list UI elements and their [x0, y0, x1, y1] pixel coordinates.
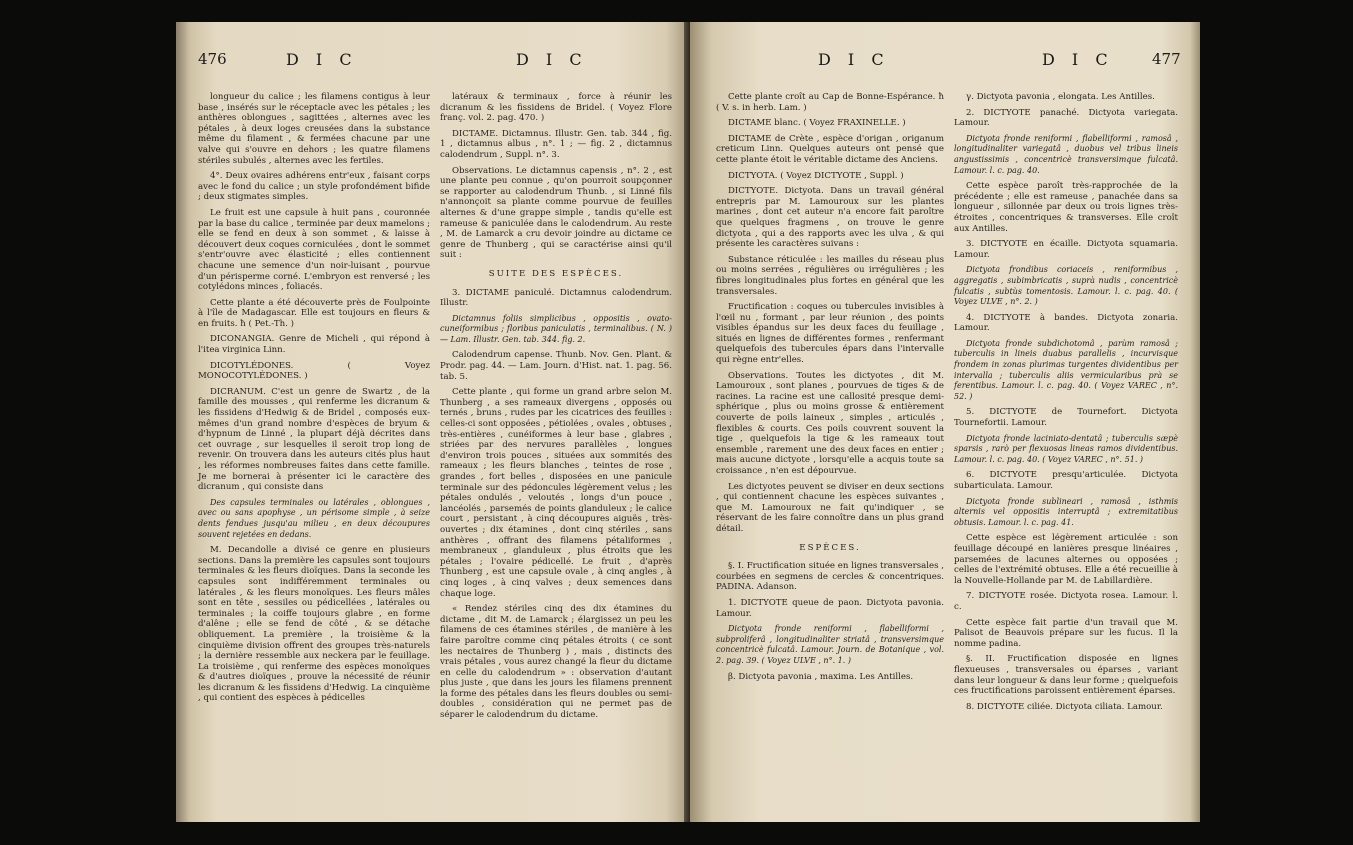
paragraph: DICTAME blanc. ( Voyez FRAXINELLE. )	[728, 118, 906, 129]
paragraph: SUITE DES ESPÈCES.	[488, 268, 624, 279]
paragraph: §. I. Fructification située en lignes transversales , courbées en segmens de cercles & concentriques. PADINA. Adanson.	[716, 561, 944, 593]
paragraph: 5. DICTYOTE de Tournefort. Dictyota Tournefortii. Lamour.	[954, 407, 1178, 429]
left-page-number: 476	[198, 50, 227, 68]
paragraph: DICTYOTA. ( Voyez DICTYOTE , Suppl. )	[728, 170, 904, 181]
paragraph: Dictyota fronde sublineari , ramosâ , isthmis alternis vel oppositis interruptâ ; extremitatibus obtusis. Lamour. l. c. pag. 41.	[954, 496, 1178, 527]
paragraph: DICTAME de Crète , espèce d'origan , origanum creticum Linn. Quelques auteurs ont pensé que cette plante étoit le véritable dictame des Anciens.	[716, 133, 944, 165]
left-page	[176, 22, 690, 822]
paragraph: DICTAME. Dictamnus. Illustr. Gen. tab. 344 , fig. 1 , dictamnus albus , n°. 1 ; — fig. 2 , dictamnus calodendrum , Suppl. n°. 3.	[440, 128, 672, 160]
paragraph: ESPÈCES.	[799, 542, 861, 553]
paragraph: latéraux & terminaux , force à réunir les dicranum & les fissidens de Bridel. ( Voyez Flore franç. vol. 2. pag. 470. )	[440, 92, 672, 124]
paragraph: longueur du calice ; les filamens contigus à leur base , insérés sur le réceptacle avec les pétales ; les anthères oblongues , sagittées , alternes avec les pétales , à deux loges creusées dans la substance même du filament , & fermées chacune par une valve qui s'ouvre en dehors ; les quatre filamens stériles subulés , alternes avec les fertiles.	[198, 92, 430, 166]
paragraph: Les dictyotes peuvent se diviser en deux sections , qui contiennent chacune les espèces suivantes , que M. Lamouroux ne fait qu'indiquer , se réservant de les faire connoître dans un plus grand détail.	[716, 481, 944, 534]
paragraph: DICONANGIA. Genre de Micheli , qui répond à l'itea virginica Linn.	[198, 334, 430, 356]
paragraph: DICRANUM. C'est un genre de Swartz , de la famille des mousses , qui renferme les dicranum & les fissidens d'Hedwig & de Bridel , composés eux-mêmes d'un grand nombre d'espèces de bryum & d'hypnum de Linné , la plupart déjà décrites dans cet ouvrage , sur lesquelles il seroit trop long de revenir. On trouvera dans les auteurs cités plus haut , les réformes nombreuses faites dans cette famille. Je me bornerai à présenter ici le caractère des dicranum , qui consiste dans	[198, 386, 430, 493]
right-header-left: D I C	[818, 50, 890, 69]
paragraph: Cette espèce fait partie d'un travail que M. Palisot de Beauvois prépare sur les fucus. Il la nomme padina.	[954, 617, 1178, 649]
paragraph: §. II. Fructification disposée en lignes flexueuses , transversales ou éparses , variant dans leur longueur & dans leur forme ; quelquefois ces fructifications paroissent entièrement éparses.	[954, 654, 1178, 697]
right-column-1	[716, 92, 944, 687]
right-column-2	[954, 92, 1178, 717]
paragraph: 4°. Deux ovaires adhérens entr'eux , faisant corps avec le fond du calice ; un style profondément bifide ; deux stigmates simples.	[198, 171, 430, 203]
paragraph: Cette plante , qui forme un grand arbre selon M. Thunberg , a ses rameaux divergens , opposés ou ternés , bruns , rudes par les cicatrices des feuilles : celles-ci sont opposées , pétiolées , ovales , obtuses , très-entières , cunéiformes à leur base , glabres , striées par des nervures parallèles , longues d'environ trois pouces , situées aux sommités des rameaux ; les fleurs blanches , teintes de rose , grandes , fort belles , disposées en une panicule terminale sur des pédoncules légèrement velus ; les pétales ondulés , veloutés , longs d'un pouce , lancéolés , parsemés de points glanduleux ; le calice court , persistant , à cinq découpures aiguës , très-ouvertes ; dix étamines , dont cinq stériles , sans anthères , offrant des filamens pétaliformes , membraneux , glanduleux , plus étroits que les pétales ; l'ovaire pédicellé. Le fruit , d'après Thunberg , est une capsule ovale , à cinq angles , à cinq loges , à cinq valves ; deux semences dans chaque loge.	[440, 387, 672, 599]
left-column-2	[440, 92, 672, 726]
paragraph: DICOTYLÉDONES. ( Voyez MONOCOTYLÉDONES. )	[198, 360, 430, 382]
paragraph: γ. Dictyota pavonia , elongata. Les Antilles.	[966, 92, 1155, 102]
paragraph: Dictamnus foliis simplicibus , oppositis , ovato-cuneiformibus ; floribus paniculatis , terminalibus. ( N. ) — Lam. Illustr. Gen. tab. 344. fig. 2.	[440, 313, 672, 344]
paragraph: 3. DICTYOTE en écaille. Dictyota squamaria. Lamour.	[954, 239, 1178, 260]
paragraph: Observations. Toutes les dictyotes , dit M. Lamouroux , sont planes , pourvues de tiges & de racines. La racine est une callosité presque demi-sphérique , plus ou moins grosse & entièrement couverte de poils laineux , simples , articulés , flexibles & courts. Ces poils couvrent souvent la tige , quelquefois la tige & les rameaux tout ensemble , rarement une des deux faces en entier ; mais aucune dictyote , lorsqu'elle a acquis toute sa croissance , n'en est dépourvue.	[716, 370, 944, 476]
paragraph: Des capsules terminales ou latérales , oblongues , avec ou sans apophyse , un périsome simple , à seize dents fendues jusqu'au milieu , en deux découpures souvent rejetées en dedans.	[198, 497, 430, 539]
paragraph: Dictyota fronde reniformi , flabelliformi , subproliferâ , longitudinaliter striatâ , transversimque concentricè fulcatâ. Lamour. Journ. de Botanique , vol. 2. pag. 39. ( Voyez ULVE , n°. 1. )	[716, 624, 944, 665]
paragraph: Cette plante croît au Cap de Bonne-Espérance. ħ ( V. s. in herb. Lam. )	[716, 92, 944, 113]
paragraph: Observations. Le dictamnus capensis , n°. 2 , est une plante peu connue , qu'on pourroit soupçonner se rapporter au calodendrum Thunb. , si Linné fils n'annonçoit sa plante comme pourvue de feuilles alternes & d'une grappe simple , tandis qu'elle est rameuse & paniculée dans le calodendrum. Au reste , M. de Lamarck a cru devoir joindre au dictame ce genre de Thunberg , qui se caractérise ainsi qu'il suit :	[440, 165, 672, 261]
paragraph: Cette espèce est légèrement articulée : son feuillage découpé en lanières presque linéaires , parsemées de lacunes alternes ou opposées ; celles de l'extrémité obtuses. Elle a été recueillie à la Nouvelle-Hollande par M. de Labillardière.	[954, 533, 1178, 586]
paragraph: Le fruit est une capsule à huit pans , couronnée par la base du calice , terminée par deux mamelons ; elle se fend en deux à son sommet , & laisse à découvert deux coques corniculées , dont le sommet s'entr'ouvre avec élasticité ; elles contiennent chacune une semence d'un noir-luisant , pourvue d'un périsperme corné. L'embryon est renversé ; les cotylédons minces , foliacés.	[198, 207, 430, 293]
paragraph: 3. DICTAME paniculé. Dictamnus calodendrum. Illustr.	[440, 287, 672, 309]
paragraph: β. Dictyota pavonia , maxima. Les Antilles.	[728, 671, 914, 682]
paragraph: DICTYOTE. Dictyota. Dans un travail général entrepris par M. Lamouroux sur les plantes marines , dont cet auteur n'a encore fait paroître que quelques fragmens , on trouve le genre dictyota , qui a des rapports avec les ulva , & qui présente les caractères suivans :	[716, 186, 944, 250]
paragraph: 8. DICTYOTE ciliée. Dictyota ciliata. Lamour.	[966, 701, 1163, 712]
paragraph: Dictyota fronde subdichotomâ , parùm ramosâ ; tuberculis in lineis duabus parallelis , incurvisque frondem in zonas plurimas turgentes dividentibus per intervalla ; tuberculis aliis vermicularibus prà se ferentibus. Lamour. l. c. pag. 40. ( Voyez VAREC , n°. 52. )	[954, 338, 1178, 401]
right-header-right: D I C	[1042, 50, 1114, 69]
paragraph: Cette plante a été découverte près de Foulpointe à l'île de Madagascar. Elle est toujours en fleurs & en fruits. ħ ( Pet.-Th. )	[198, 297, 430, 329]
paragraph: Cette espèce paroît très-rapprochée de la précédente ; elle est rameuse , panachée dans sa longueur , sillonnée par deux ou trois lignes très-étroites , concentriques & transverses. Elle croît aux Antilles.	[954, 181, 1178, 234]
paragraph: Dictyota frondibus coriaceis , reniformibus , aggregatis , subimbricatis , suprà nudis , concentricè fulcatis , subtùs tomentosis. Lamour. l. c. pag. 40. ( Voyez ULVE , n°. 2. )	[954, 265, 1178, 307]
paragraph: Substance réticulée : les mailles du réseau plus ou moins serrées , régulières ou irrégulières ; les fibres longitudinales plus fortes en général que les transversales.	[716, 254, 944, 297]
paragraph: 2. DICTYOTE panaché. Dictyota variegata. Lamour.	[954, 107, 1178, 129]
paragraph: Calodendrum capense. Thunb. Nov. Gen. Plant. & Prodr. pag. 44. — Lam. Journ. d'Hist. nat. 1. pag. 56. tab. 5.	[440, 350, 672, 382]
paragraph: « Rendez stériles cinq des dix étamines du dictame , dit M. de Lamarck ; élargissez un peu les filamens de ces étamines stériles , de manière à les faire paroître comme cinq pétales étroits ( ce sont les nectaires de Thunberg ) , mais , distincts des vrais pétales , vous aurez changé la fleur du dictame en celle du calodendrum » : observation d'autant plus juste , que dans les jours les filamens prennent la forme des pétales dans les fleurs doubles ou semi-doubles , considération qui ne permet pas de séparer le calodendrum du dictame.	[440, 604, 672, 721]
paragraph: M. Decandolle a divisé ce genre en plusieurs sections. Dans la première les capsules sont toujours terminales & les fleurs dioïques. Dans la seconde les capsules sont indifféremment terminales ou latérales , & les fleurs monoïques. Les fleurs mâles sont en tête , sessiles ou pédicellées , latérales ou terminales ; la coiffe toujours glabre , en forme d'alêne ; elle se fend de côté , & se détache obliquement. La première , la troisième & la cinquième division offrent des groupes très-naturels ; la dernière ressemble aux neckera par le feuillage. La troisième , qui renferme des espèces monoïques & d'autres dioïques , prouve la nécessité de réunir les dicranum & les fissidens d'Hedwig. La cinquième , qui contient des espèces à pédicelles	[198, 545, 430, 704]
left-header-right: D I C	[516, 50, 588, 69]
paragraph: 7. DICTYOTE rosée. Dictyota rosea. Lamour. l. c.	[954, 591, 1178, 612]
paragraph: Dictyota fronde laciniato-dentatâ ; tuberculis sæpè sparsis , rarò per flexuosas lineas ramos dividentibus. Lamour. l. c. pag. 40. ( Voyez VAREC , n°. 51. )	[954, 433, 1178, 464]
right-page-number: 477	[1152, 50, 1181, 68]
left-header-left: D I C	[286, 50, 358, 69]
paragraph: Dictyota fronde reniformi , flabelliformi , ramosâ , longitudinaliter variegatâ , duobus vel tribus lineis angustissimis , concentricè transversimque fulcatâ. Lamour. l. c. pag. 40.	[954, 133, 1178, 175]
paragraph: Fructification : coques ou tubercules invisibles à l'œil nu , formant , par leur réunion , des points visibles épandus sur les deux faces du feuillage , situés en lignes de différentes formes , renfermant quelquefois des tubercules épars dans l'intervalle qui règne entr'elles.	[716, 302, 944, 366]
paragraph: 4. DICTYOTE à bandes. Dictyota zonaria. Lamour.	[954, 312, 1178, 334]
right-page	[690, 22, 1200, 822]
paragraph: 1. DICTYOTE queue de paon. Dictyota pavonia. Lamour.	[716, 597, 944, 619]
paragraph: 6. DICTYOTE presqu'articulée. Dictyota subarticulata. Lamour.	[954, 470, 1178, 491]
left-column-1	[198, 92, 430, 709]
